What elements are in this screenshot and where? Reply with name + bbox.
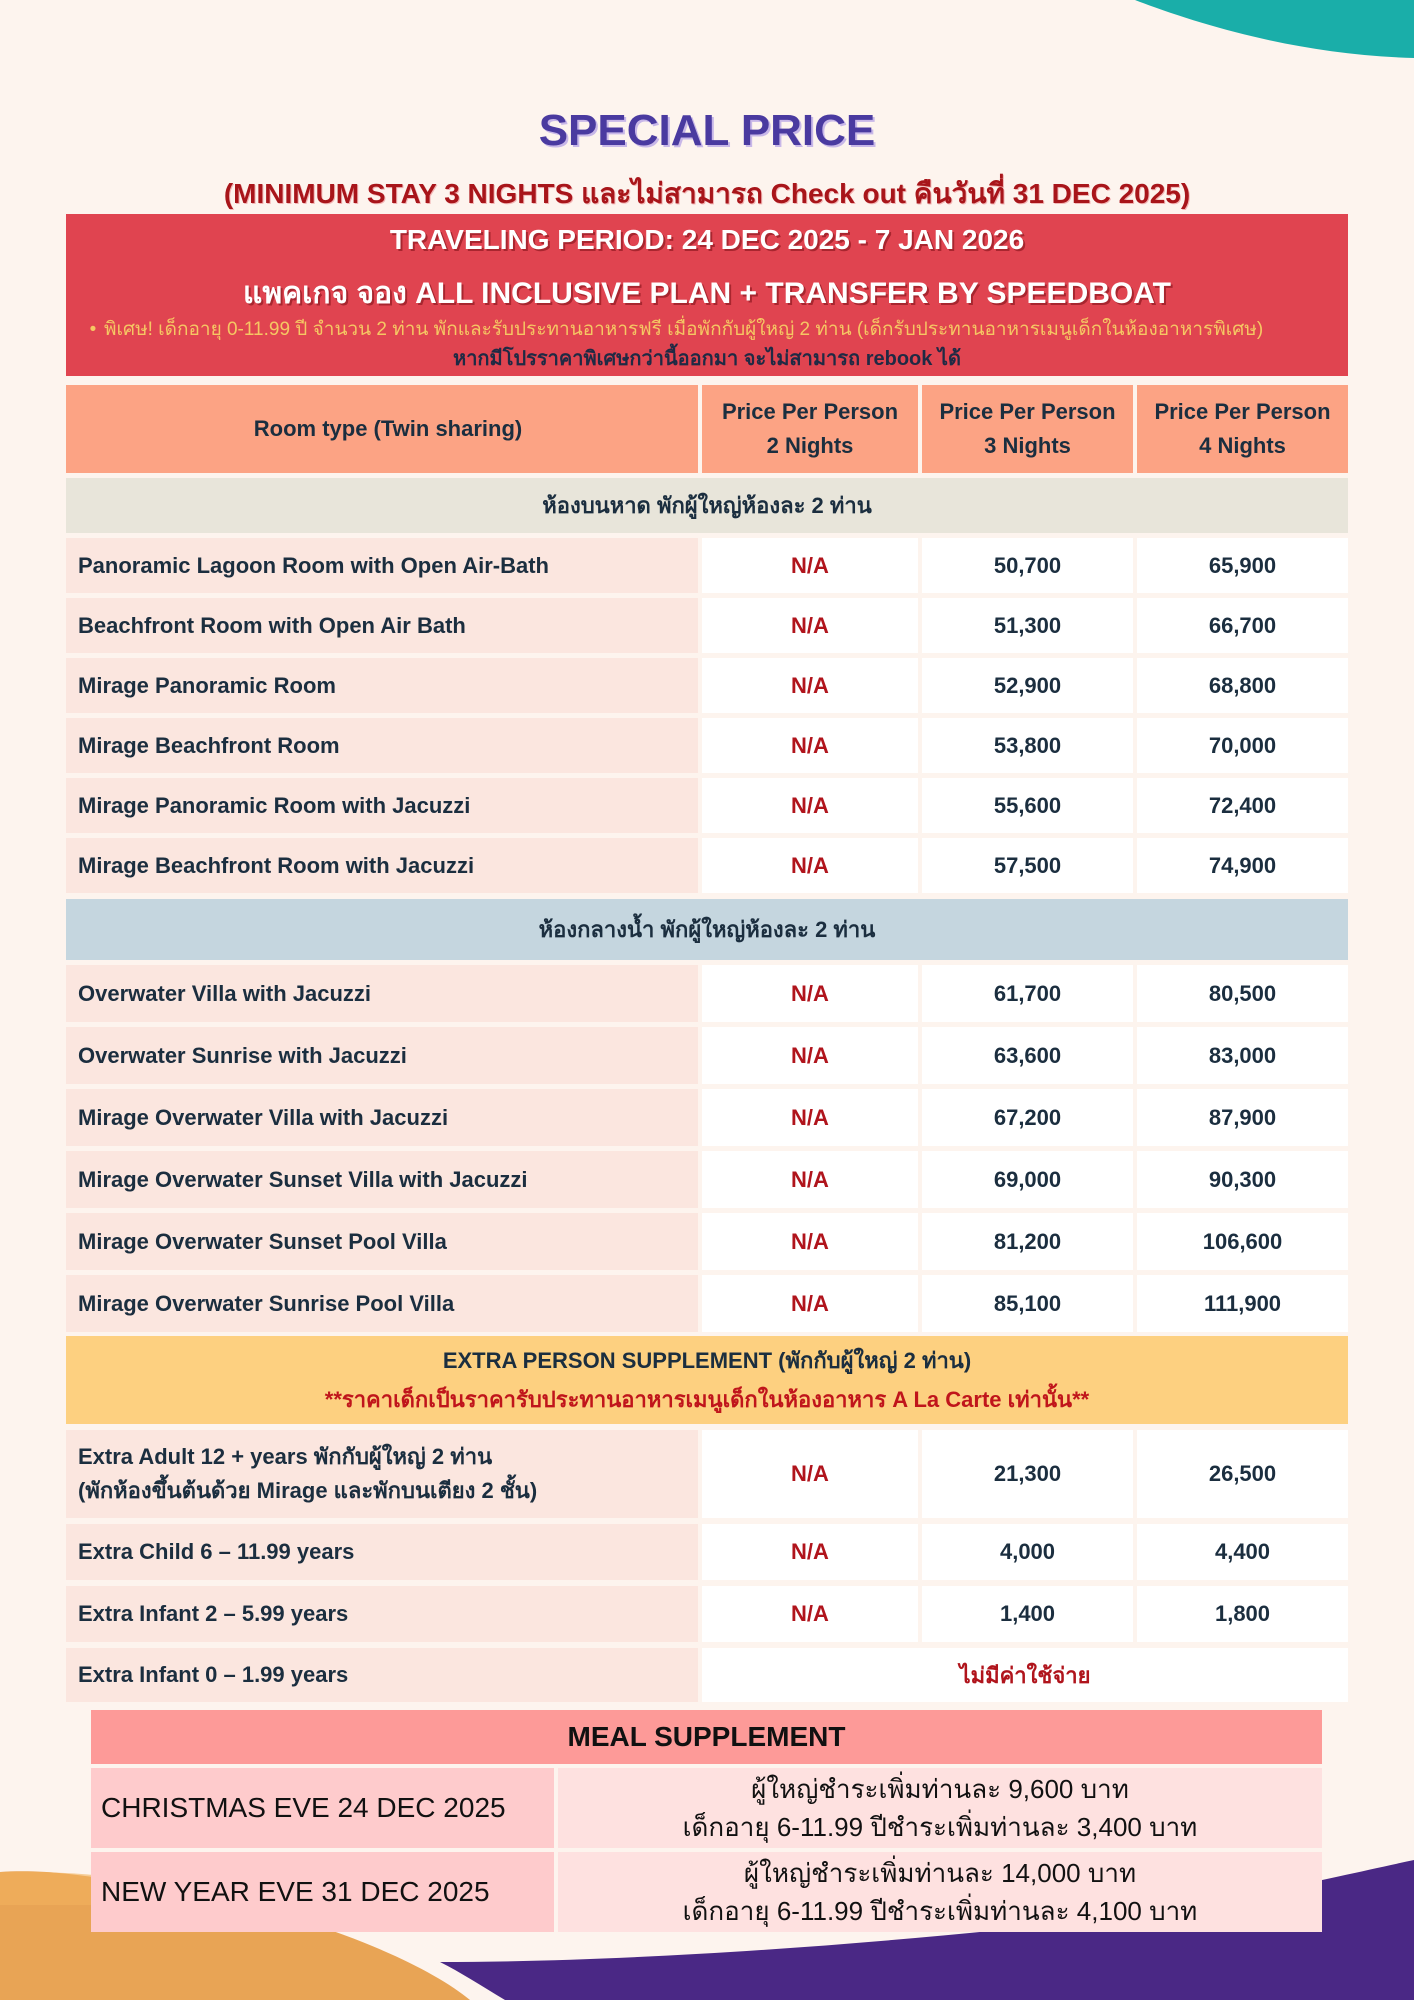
traveling-period: TRAVELING PERIOD: 24 DEC 2025 - 7 JAN 2026	[389, 224, 1025, 255]
table-row	[66, 658, 1348, 713]
table-row	[66, 718, 1348, 773]
room-name: Mirage Beachfront Room with Jacuzzi	[66, 838, 698, 893]
table-row	[66, 1213, 1348, 1270]
extra-section-note: **ราคาเด็กเป็นราคารับประทานอาหารเมนูเด็กในห้องอาหาร A La Carte เท่านั้น**	[324, 1387, 1090, 1412]
table-row	[66, 778, 1348, 833]
package-title: แพคเกจ จอง ALL INCLUSIVE PLAN + TRANSFER BY SPEEDBOAT	[242, 277, 1171, 310]
price-3-nights: 81,200	[922, 1213, 1133, 1270]
room-name: Mirage Overwater Sunset Pool Villa	[66, 1213, 698, 1270]
child-meal-price: เด็กอายุ 6-11.99 ปีชำระเพิ่มท่านละ 3,400 บาท	[682, 1812, 1198, 1842]
table-header-row	[66, 385, 1348, 473]
price-4-nights: 1,800	[1137, 1586, 1348, 1642]
price-3-nights: 55,600	[922, 778, 1133, 833]
price-4-nights: 26,500	[1137, 1430, 1348, 1518]
price-2-nights: N/A	[702, 1430, 918, 1518]
meal-event-label: CHRISTMAS EVE 24 DEC 2025	[91, 1768, 554, 1848]
adult-meal-price: ผู้ใหญ่ชำระเพิ่มท่านละ 14,000 บาท	[743, 1858, 1137, 1888]
section-overwater-rooms: ห้องกลางน้ำ พักผู้ใหญ่ห้องละ 2 ท่าน	[66, 899, 1348, 960]
extra-adult-name: Extra Adult 12 + years พักกับผู้ใหญ่ 2 ท่าน	[78, 1444, 493, 1469]
room-name: Panoramic Lagoon Room with Open Air-Bath	[66, 538, 698, 593]
table-row	[66, 1586, 1348, 1642]
price-2-nights: N/A	[702, 598, 918, 653]
header-line: 4 Nights	[1199, 433, 1286, 458]
room-name: Extra Infant 2 – 5.99 years	[66, 1586, 698, 1642]
price-4-nights: 65,900	[1137, 538, 1348, 593]
table-row	[66, 1089, 1348, 1146]
promo-banner	[66, 214, 1348, 376]
price-2-nights: N/A	[702, 1524, 918, 1580]
header-line: Price Per Person	[939, 399, 1116, 424]
price-2-nights: N/A	[702, 1586, 918, 1642]
price-4-nights: 87,900	[1137, 1089, 1348, 1146]
price-4-nights: 83,000	[1137, 1027, 1348, 1084]
extra-section-title: EXTRA PERSON SUPPLEMENT (พักกับผู้ใหญ่ 2 ท่าน)	[442, 1348, 972, 1373]
room-name: Mirage Panoramic Room with Jacuzzi	[66, 778, 698, 833]
price-4-nights: 90,300	[1137, 1151, 1348, 1208]
price-3-nights: 61,700	[922, 965, 1133, 1022]
price-3-nights: 69,000	[922, 1151, 1133, 1208]
child-free-text: พิเศษ! เด็กอายุ 0-11.99 ปี จำนวน 2 ท่าน พักและรับประทานอาหารฟรี เมื่อพักกับผู้ใหญ่ 2 ท่าน (เด็กรับประทานอาหารเมนูเด็กในห้องอาหารพิเศษ)	[104, 319, 1264, 340]
bullet-icon: •	[89, 319, 97, 340]
price-3-nights: 57,500	[922, 838, 1133, 893]
child-meal-price: เด็กอายุ 6-11.99 ปีชำระเพิ่มท่านละ 4,100 บาท	[682, 1896, 1198, 1926]
room-name: Mirage Beachfront Room	[66, 718, 698, 773]
price-2-nights: N/A	[702, 718, 918, 773]
price-4-nights: 111,900	[1137, 1275, 1348, 1332]
price-3-nights: 51,300	[922, 598, 1133, 653]
price-4-nights: 4,400	[1137, 1524, 1348, 1580]
price-3-nights: 85,100	[922, 1275, 1133, 1332]
price-4-nights: 70,000	[1137, 718, 1348, 773]
room-name: Mirage Overwater Villa with Jacuzzi	[66, 1089, 698, 1146]
price-2-nights: N/A	[702, 1275, 918, 1332]
adult-meal-price: ผู้ใหญ่ชำระเพิ่มท่านละ 9,600 บาท	[751, 1774, 1129, 1804]
room-name: Mirage Overwater Sunrise Pool Villa	[66, 1275, 698, 1332]
table-row	[66, 1027, 1348, 1084]
price-4-nights: 74,900	[1137, 838, 1348, 893]
meal-row-new-year	[91, 1852, 1322, 1932]
price-3-nights: 50,700	[922, 538, 1133, 593]
page-title: SPECIAL PRICE	[538, 106, 876, 155]
child-free-note	[82, 314, 1342, 344]
price-2-nights: N/A	[702, 838, 918, 893]
table-row	[66, 965, 1348, 1022]
header-line: 3 Nights	[984, 433, 1071, 458]
column-header-room-type: Room type (Twin sharing)	[66, 385, 698, 473]
column-header-3-nights	[922, 385, 1133, 473]
free-of-charge: ไม่มีค่าใช้จ่าย	[702, 1648, 1348, 1702]
room-name: Mirage Overwater Sunset Villa with Jacuzzi	[66, 1151, 698, 1208]
price-2-nights: N/A	[702, 1089, 918, 1146]
price-3-nights: 63,600	[922, 1027, 1133, 1084]
price-2-nights: N/A	[702, 538, 918, 593]
column-header-4-nights	[1137, 385, 1348, 473]
section-extra-person	[66, 1336, 1348, 1424]
meal-event-label: NEW YEAR EVE 31 DEC 2025	[91, 1852, 554, 1932]
rebook-warning: หากมีโปรราคาพิเศษกว่านี้ออกมา จะไม่สามารถ rebook ได้	[453, 348, 961, 370]
price-3-nights: 67,200	[922, 1089, 1133, 1146]
table-row	[66, 1648, 1348, 1702]
table-row	[66, 838, 1348, 893]
room-name: Overwater Villa with Jacuzzi	[66, 965, 698, 1022]
table-row	[66, 1430, 1348, 1518]
price-4-nights: 68,800	[1137, 658, 1348, 713]
table-row	[66, 598, 1348, 653]
room-name: Overwater Sunrise with Jacuzzi	[66, 1027, 698, 1084]
price-3-nights: 52,900	[922, 658, 1133, 713]
price-4-nights: 106,600	[1137, 1213, 1348, 1270]
extra-adult-condition: (พักห้องขึ้นต้นด้วย Mirage และพักบนเตียง 2 ชั้น)	[78, 1478, 538, 1503]
price-2-nights: N/A	[702, 965, 918, 1022]
meal-supplement-title: MEAL SUPPLEMENT	[91, 1710, 1322, 1764]
column-header-2-nights	[702, 385, 918, 473]
table-row	[66, 538, 1348, 593]
room-name: Beachfront Room with Open Air Bath	[66, 598, 698, 653]
price-4-nights: 66,700	[1137, 598, 1348, 653]
price-2-nights: N/A	[702, 1151, 918, 1208]
price-3-nights: 1,400	[922, 1586, 1133, 1642]
header-line: Price Per Person	[1154, 399, 1331, 424]
minimum-stay-note: (MINIMUM STAY 3 NIGHTS และไม่สามารถ Check out คืนวันที่ 31 DEC 2025)	[223, 178, 1191, 209]
table-row	[66, 1524, 1348, 1580]
price-3-nights: 4,000	[922, 1524, 1133, 1580]
price-2-nights: N/A	[702, 658, 918, 713]
header-line: Price Per Person	[721, 399, 899, 424]
price-2-nights: N/A	[702, 1213, 918, 1270]
room-name: Extra Child 6 – 11.99 years	[66, 1524, 698, 1580]
price-3-nights: 53,800	[922, 718, 1133, 773]
table-row	[66, 1275, 1348, 1332]
room-name: Mirage Panoramic Room	[66, 658, 698, 713]
price-2-nights: N/A	[702, 778, 918, 833]
meal-row-christmas	[91, 1768, 1322, 1848]
header-line: 2 Nights	[766, 433, 854, 458]
table-row	[66, 1151, 1348, 1208]
section-beach-rooms: ห้องบนหาด พักผู้ใหญ่ห้องละ 2 ท่าน	[66, 478, 1348, 533]
meal-price	[558, 1852, 1322, 1932]
price-4-nights: 80,500	[1137, 965, 1348, 1022]
price-3-nights: 21,300	[922, 1430, 1133, 1518]
price-4-nights: 72,400	[1137, 778, 1348, 833]
extra-adult-label	[66, 1430, 698, 1518]
meal-price	[558, 1768, 1322, 1848]
room-name: Extra Infant 0 – 1.99 years	[66, 1648, 698, 1702]
price-2-nights: N/A	[702, 1027, 918, 1084]
